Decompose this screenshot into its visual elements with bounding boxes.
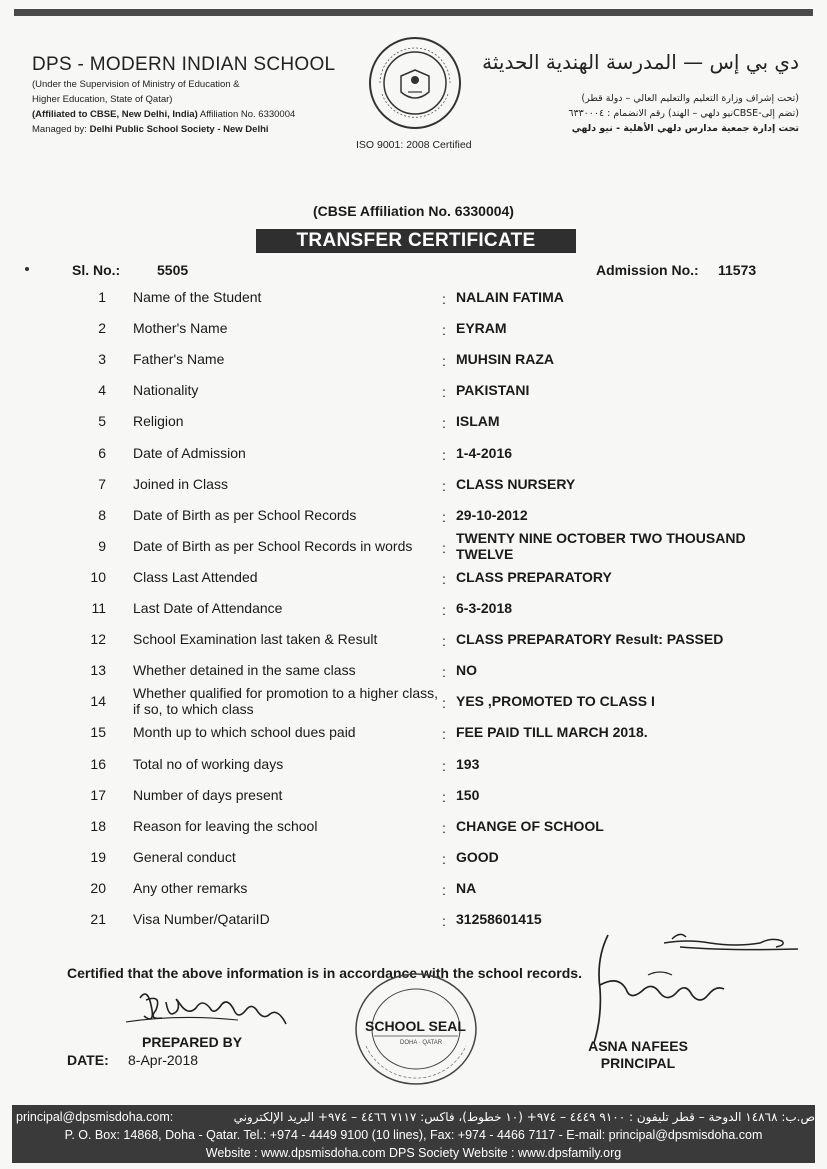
row-label: Number of days present	[133, 786, 283, 803]
row-number: 19	[90, 848, 106, 865]
serial-label: Sl. No.:	[72, 262, 121, 278]
margin-dot	[25, 267, 29, 271]
row-colon: :	[442, 913, 446, 929]
row-number: 17	[90, 786, 106, 803]
row-value: 1-4-2016	[456, 444, 513, 461]
row-label: Any other remarks	[133, 879, 248, 896]
supervision-line-1: (Under the Supervision of Ministry of Education &	[32, 79, 240, 90]
detail-row	[0, 811, 827, 841]
principal-signature	[560, 925, 810, 1050]
row-colon: :	[442, 353, 446, 370]
row-number: 7	[98, 475, 106, 492]
affiliated-text: (Affiliated to CBSE, New Delhi, India)	[32, 109, 198, 120]
row-number: 21	[90, 911, 106, 927]
footer-contact: P. O. Box: 14868, Doha - Qatar. Tel.: +974 - 4449 9100 (10 lines), Fax: +974 - 4466 7117 - E-mail: principal@dpsmisdoha.com	[64, 1128, 763, 1142]
row-colon: :	[442, 322, 446, 339]
svg-text:DOHA · QATAR: DOHA · QATAR	[400, 1040, 443, 1046]
row-label: Month up to which school dues paid	[133, 724, 356, 741]
row-value: MUHSIN RAZA	[456, 351, 554, 368]
admission-label: Admission No.:	[596, 262, 699, 278]
row-label: Total no of working days	[133, 755, 284, 772]
row-colon: :	[442, 291, 446, 307]
row-value: ISLAM	[456, 413, 500, 430]
school-seal-label: SCHOOL SEAL	[365, 1018, 466, 1034]
row-value	[456, 530, 746, 562]
row-label: Date of Admission	[133, 444, 246, 461]
detail-row	[0, 406, 827, 436]
row-number: 1	[98, 289, 106, 305]
row-colon: :	[442, 726, 446, 743]
detail-row	[0, 282, 827, 312]
footer-websites: Website : www.dpsmisdoha.com DPS Society Website : www.dpsfamily.org	[205, 1146, 622, 1160]
row-label: Religion	[133, 413, 184, 430]
detail-row	[0, 562, 827, 592]
detail-row	[0, 344, 827, 374]
school-logo	[368, 36, 462, 130]
detail-row	[0, 655, 827, 685]
detail-row	[0, 749, 827, 779]
affiliation-line	[32, 109, 295, 120]
row-colon: :	[442, 570, 446, 587]
row-colon: :	[442, 664, 446, 681]
row-colon: :	[442, 788, 446, 805]
row-number: 6	[98, 444, 106, 461]
principal-name: ASNA NAFEES	[588, 1038, 688, 1054]
admission-value: 11573	[718, 262, 757, 278]
row-colon: :	[442, 446, 446, 463]
row-value: EYRAM	[456, 320, 507, 337]
row-number: 14	[90, 693, 106, 710]
school-name-english: DPS - MODERN INDIAN SCHOOL	[32, 54, 336, 75]
date-value: 8-Apr-2018	[128, 1052, 199, 1068]
row-label: Name of the Student	[133, 289, 262, 305]
footer-arabic-address: ص.ب: ١٤٨٦٨ الدوحة – قطر تليفون : ٩١٠٠ ٤٤٤٩ – ٩٧٤+ (١٠ خطوط)، فاكس: ٧١١٧ ٤٤٦٦ – ٩٧٤+ البريد الإلكتروني	[233, 1110, 815, 1124]
row-colon: :	[442, 415, 446, 432]
managed-prefix: Managed by:	[32, 124, 87, 135]
managed-by: Delhi Public School Society - New Delhi	[89, 124, 269, 135]
row-label: Mother's Name	[133, 320, 228, 337]
row-number: 15	[90, 724, 106, 741]
detail-row	[0, 717, 827, 747]
row-value: CLASS NURSERY	[456, 475, 576, 492]
date-label: DATE:	[67, 1052, 109, 1068]
detail-row	[0, 593, 827, 623]
row-colon: :	[442, 539, 446, 556]
row-label: Date of Birth as per School Records	[133, 506, 357, 523]
row-label: Whether detained in the same class	[133, 662, 356, 679]
managed-line	[32, 124, 269, 135]
row-value: NO	[456, 662, 477, 679]
row-label: Last Date of Attendance	[133, 600, 283, 616]
preparer-signature	[118, 980, 308, 1040]
row-label: Nationality	[133, 382, 199, 399]
row-number: 16	[90, 755, 106, 772]
principal-title: PRINCIPAL	[600, 1055, 676, 1071]
row-value: CLASS PREPARATORY	[456, 568, 612, 585]
prepared-by: PREPARED BY	[142, 1034, 243, 1050]
row-label-line-1: Whether qualified for promotion to a higher class,	[133, 685, 439, 702]
top-border	[14, 9, 813, 16]
footer-bar	[12, 1105, 815, 1163]
row-colon: :	[442, 819, 446, 836]
row-number: 12	[90, 631, 106, 648]
row-colon: :	[442, 384, 446, 401]
row-label: General conduct	[133, 848, 236, 865]
row-label	[133, 685, 438, 717]
row-value-line-1: TWENTY NINE OCTOBER TWO THOUSAND	[456, 529, 746, 546]
row-value: PAKISTANI	[456, 382, 530, 399]
row-colon: :	[442, 508, 446, 525]
detail-row	[0, 313, 827, 343]
row-number: 20	[90, 879, 106, 896]
row-label: Joined in Class	[133, 475, 228, 492]
row-value: GOOD	[456, 848, 499, 865]
row-number: 18	[90, 817, 106, 834]
detail-row	[0, 624, 827, 654]
row-number: 9	[98, 537, 106, 554]
row-label: Father's Name	[133, 351, 225, 368]
supervision-line-2: Higher Education, State of Qatar)	[32, 94, 173, 105]
affiliation-number: Affiliation No. 6330004	[199, 109, 296, 120]
detail-row	[0, 686, 827, 716]
row-label-line-2: if so, to which class	[133, 701, 254, 718]
detail-row	[0, 469, 827, 499]
school-name-arabic: دي بي إس — المدرسة الهندية الحديثة	[482, 50, 799, 74]
detail-row	[0, 500, 827, 530]
detail-row	[0, 873, 827, 903]
row-colon: :	[442, 850, 446, 867]
row-value: YES ,PROMOTED TO CLASS I	[456, 693, 655, 710]
row-value: 29-10-2012	[456, 506, 528, 523]
row-number: 2	[98, 320, 106, 337]
footer-email[interactable]: principal@dpsmisdoha.com:	[16, 1110, 174, 1124]
detail-row	[0, 780, 827, 810]
arabic-line-1: (تحت إشراف وزارة التعليم والتعليم العالي – دولة قطر)	[581, 93, 799, 104]
row-number: 11	[91, 600, 106, 616]
cbse-affiliation: (CBSE Affiliation No. 6330004)	[313, 203, 514, 219]
row-colon: :	[442, 695, 446, 712]
row-label: School Examination last taken & Result	[133, 631, 378, 648]
row-number: 10	[90, 568, 106, 585]
row-number: 5	[98, 413, 106, 430]
row-value: FEE PAID TILL MARCH 2018.	[456, 724, 648, 741]
detail-row	[0, 438, 827, 468]
row-label: Class Last Attended	[133, 568, 258, 585]
row-number: 13	[90, 662, 106, 679]
row-colon: :	[442, 633, 446, 650]
detail-row	[0, 375, 827, 405]
row-number: 3	[98, 351, 106, 368]
row-colon: :	[442, 477, 446, 494]
row-value: 193	[456, 755, 480, 772]
arabic-line-2: (تضم إلى-CBSEنيو دلهي – الهند) رقم الانضمام : ٦٣٣٠٠٠٤	[568, 108, 799, 119]
serial-value: 5505	[157, 262, 189, 278]
row-label: Date of Birth as per School Records in words	[133, 537, 413, 554]
row-colon: :	[442, 881, 446, 898]
certification-statement: Certified that the above information is in accordance with the school records.	[67, 965, 582, 981]
row-colon: :	[442, 602, 446, 618]
row-number: 8	[98, 506, 106, 523]
row-value: 31258601415	[456, 911, 542, 927]
row-value: CHANGE OF SCHOOL	[456, 817, 604, 834]
row-value: 150	[456, 786, 480, 803]
row-label: Reason for leaving the school	[133, 817, 318, 834]
row-label: Visa Number/QatariID	[133, 911, 270, 927]
row-value: NALAIN FATIMA	[456, 289, 564, 305]
row-value: NA	[456, 879, 477, 896]
arabic-line-3: تحت إدارة جمعية مدارس دلهي الأهلية - نيو دلهي	[571, 123, 799, 134]
certificate-title: TRANSFER CERTIFICATE	[256, 229, 576, 253]
row-colon: :	[442, 757, 446, 774]
iso-certification: ISO 9001: 2008 Certified	[356, 139, 472, 151]
detail-row	[0, 531, 827, 561]
row-value: 6-3-2018	[456, 600, 513, 616]
detail-row	[0, 842, 827, 872]
row-value: CLASS PREPARATORY Result: PASSED	[456, 631, 724, 648]
row-value-line-2: TWELVE	[456, 545, 514, 562]
row-number: 4	[98, 382, 106, 399]
